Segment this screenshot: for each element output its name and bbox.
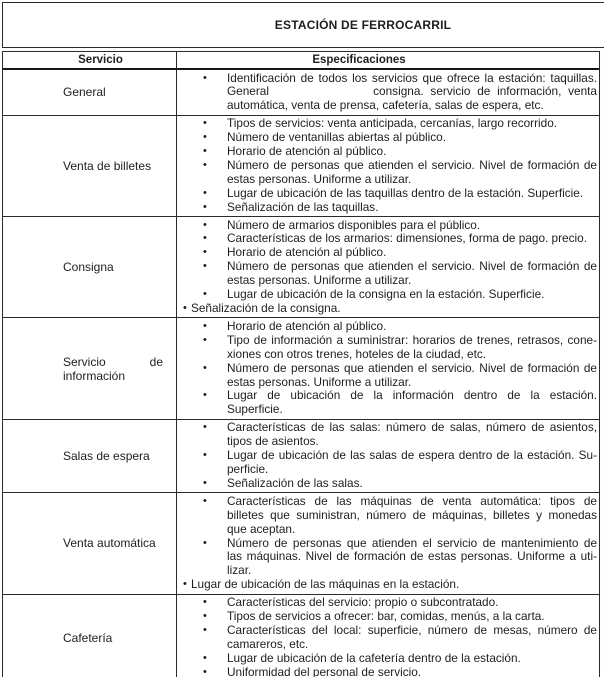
bullet-icon: • xyxy=(203,117,207,130)
bullet-icon: • xyxy=(203,665,207,677)
spec-text: Número de armarios disponibles para el público. xyxy=(227,217,481,232)
services-table xyxy=(2,51,600,677)
spec-text: Número de personas que atienden el servicio. Nivel de formación de estas personas. Uniforme a utilizar. xyxy=(227,360,597,389)
spec-text: Lugar de ubicación de la información dentro de la estación. Superficie. xyxy=(227,388,597,417)
spec-text: Horario de atención al público. xyxy=(227,144,387,159)
bullet-icon: • xyxy=(203,218,207,231)
document-title: ESTACIÓN DE FERROCARRIL xyxy=(274,18,452,32)
table-row xyxy=(3,116,599,217)
spec-text: Número de personas que atienden el servicio. Nivel de formación de estas personas. Uniforme a utilizar. xyxy=(227,259,597,288)
spec-item xyxy=(177,145,597,159)
spec-text: Tipo de información a suministrar: horarios de trenes, retrasos, cone- xiones con otros trenes, hoteles de la ciudad, etc. xyxy=(227,332,597,361)
column-header-servicio: Servicio xyxy=(3,52,177,68)
spec-item xyxy=(177,131,597,145)
spec-cell xyxy=(177,420,599,493)
spec-text: Lugar de ubicación de la cafetería dentro de la estación. xyxy=(227,650,521,665)
table-row xyxy=(3,318,599,419)
bullet-icon: • xyxy=(203,246,207,259)
spec-item xyxy=(177,537,597,579)
spec-text: Número de personas que atienden el servicio de mantenimiento de las máquinas. Nivel de formación de estas personas. Uniforme a uti- lizar. xyxy=(227,535,597,578)
spec-item xyxy=(177,421,597,449)
spec-text: Tipos de servicios: venta anticipada, cercanías, largo recorrido. xyxy=(227,116,558,131)
spec-text: Características de los armarios: dimensiones, forma de pago. precio. xyxy=(227,231,587,246)
service-cell xyxy=(3,217,177,317)
service-cell xyxy=(3,493,177,593)
spec-cell xyxy=(177,217,599,317)
bullet-icon: • xyxy=(203,389,207,402)
bullet-icon: • xyxy=(203,536,207,549)
spec-item xyxy=(177,232,597,246)
spec-item xyxy=(177,624,597,652)
spec-item xyxy=(177,362,597,390)
spec-item xyxy=(177,610,597,624)
spec-item xyxy=(177,288,597,302)
spec-text: Uniformidad del personal de servicio. xyxy=(227,664,422,677)
service-cell xyxy=(3,420,177,493)
spec-text: Lugar de ubicación de la consigna en la estación. Superficie. xyxy=(227,287,545,302)
spec-item xyxy=(177,219,597,233)
spec-item xyxy=(177,117,597,131)
service-name: Venta automática xyxy=(63,536,156,551)
spec-item xyxy=(177,302,597,316)
bullet-icon: • xyxy=(203,260,207,273)
spec-item xyxy=(177,477,597,491)
service-cell xyxy=(3,595,177,677)
spec-text: Características del local: superficie, número de mesas, número de camareros, etc. xyxy=(227,622,597,651)
spec-text: Identificación de todos los servicios que ofrece la estación: taquillas. General consigna. servicio de información, venta automática, venta de prensa, cafetería, salas de espera, etc. xyxy=(227,70,597,113)
spec-text: Lugar de ubicación de las máquinas en la estación. xyxy=(191,577,460,592)
spec-text: Lugar de ubicación de las taquillas dentro de la estación. Superficie. xyxy=(227,185,584,200)
service-name: General xyxy=(63,85,106,100)
spec-item xyxy=(177,201,597,215)
bullet-icon: • xyxy=(203,449,207,462)
bullet-icon: • xyxy=(203,200,207,213)
spec-cell xyxy=(177,595,599,677)
spec-item xyxy=(177,187,597,201)
spec-item xyxy=(177,596,597,610)
table-row xyxy=(3,70,599,116)
service-cell xyxy=(3,116,177,216)
table-row xyxy=(3,217,599,318)
bullet-icon: • xyxy=(203,623,207,636)
bullet-icon: • xyxy=(183,578,187,591)
service-cell xyxy=(3,70,177,115)
bullet-icon: • xyxy=(203,288,207,301)
table-body xyxy=(3,70,599,677)
service-cell xyxy=(3,318,177,418)
bullet-icon: • xyxy=(203,232,207,245)
spec-item xyxy=(177,495,597,537)
spec-text: Número de personas que atienden el servicio. Nivel de formación de estas personas. Uniforme a utilizar. xyxy=(227,157,597,186)
bullet-icon: • xyxy=(203,421,207,434)
bullet-icon: • xyxy=(203,319,207,332)
spec-text: Señalización de las taquillas. xyxy=(227,199,379,214)
bullet-icon: • xyxy=(203,651,207,664)
spec-item xyxy=(177,260,597,288)
table-header-row xyxy=(3,52,599,70)
spec-item xyxy=(177,334,597,362)
spec-item xyxy=(177,666,597,677)
bullet-icon: • xyxy=(203,158,207,171)
spec-text: Lugar de ubicación de las salas de espera dentro de la estación. Su- perficie. xyxy=(227,448,597,476)
bullet-icon: • xyxy=(203,494,207,507)
bullet-icon: • xyxy=(203,476,207,489)
spec-text: Características de las máquinas de venta automática: tipos de billetes que suministran, número de máquinas, billetes y monedas que aceptan. xyxy=(227,493,597,536)
bullet-icon: • xyxy=(183,302,187,314)
spec-cell xyxy=(177,318,599,418)
spec-item xyxy=(177,320,597,334)
spec-cell xyxy=(177,70,599,115)
spec-text: Tipos de servicios a ofrecer: bar, comidas, menús, a la carta. xyxy=(227,609,545,624)
spec-item xyxy=(177,246,597,260)
column-header-especificaciones: Especificaciones xyxy=(312,54,406,66)
service-name: Cafetería xyxy=(63,630,113,645)
spec-text: Señalización de la consigna. xyxy=(191,301,341,315)
table-row xyxy=(3,493,599,594)
bullet-icon: • xyxy=(203,186,207,199)
spec-text: Número de ventanillas abiertas al público. xyxy=(227,130,447,145)
service-name: Consigna xyxy=(63,260,114,275)
spec-cell xyxy=(177,493,599,593)
spec-item xyxy=(177,159,597,187)
bullet-icon: • xyxy=(203,361,207,374)
spec-text: Horario de atención al público. xyxy=(227,318,387,333)
table-row xyxy=(3,420,599,494)
service-name: Salas de espera xyxy=(63,449,150,464)
spec-text: Horario de atención al público. xyxy=(227,245,387,260)
bullet-icon: • xyxy=(203,131,207,144)
spec-text: Características del servicio: propio o subcontratado. xyxy=(227,595,499,610)
spec-item xyxy=(177,578,597,592)
bullet-icon: • xyxy=(203,333,207,346)
spec-item xyxy=(177,449,597,477)
service-name: Venta de billetes xyxy=(63,158,152,173)
spec-text: Señalización de las salas. xyxy=(227,475,363,490)
document-title-box xyxy=(2,2,604,48)
bullet-icon: • xyxy=(203,596,207,609)
spec-text: Características de las salas: número de salas, número de asientos, tipos de asientos. xyxy=(227,420,597,449)
spec-item xyxy=(177,72,597,114)
spec-item xyxy=(177,389,597,417)
bullet-icon: • xyxy=(203,71,207,84)
bullet-icon: • xyxy=(203,145,207,158)
table-row xyxy=(3,595,599,677)
spec-cell xyxy=(177,116,599,216)
service-name: Servicio de información xyxy=(63,354,163,383)
spec-item xyxy=(177,652,597,666)
bullet-icon: • xyxy=(203,610,207,623)
